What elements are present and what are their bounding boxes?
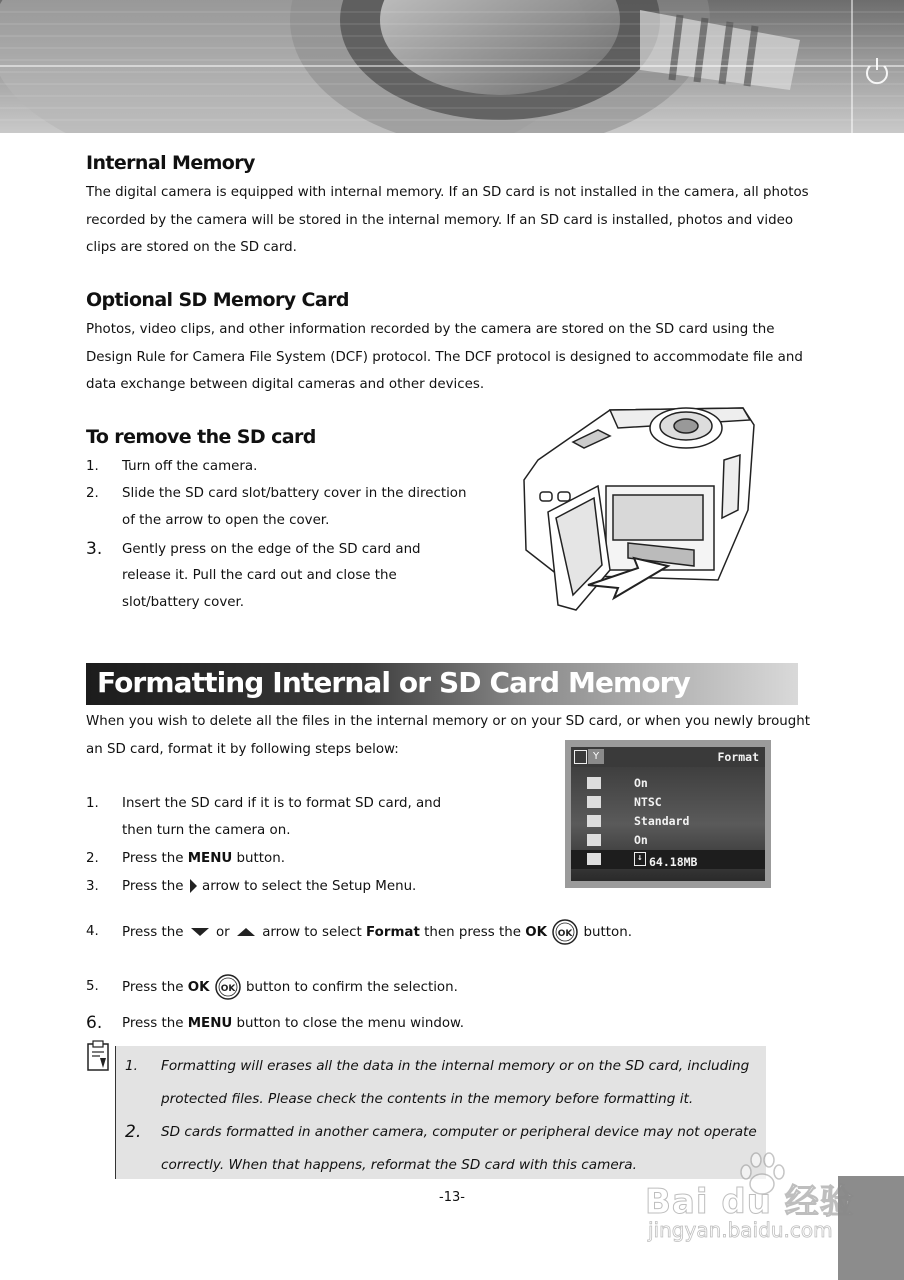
heading-internal-memory: Internal Memory: [86, 152, 255, 174]
text-run: button to close the menu window.: [232, 1016, 464, 1031]
step-text: of the arrow to open the cover.: [122, 513, 330, 528]
ok-button-icon: [214, 973, 242, 1001]
text-line: an SD card, format it by following steps below:: [86, 741, 399, 757]
right-arrow-icon: [188, 878, 198, 894]
ok-glyph-text: OK: [557, 929, 573, 939]
watermark-url: jingyan.baidu.com: [648, 1218, 833, 1242]
lcd-row-value: Standard: [634, 814, 690, 828]
heading-remove-sd: To remove the SD card: [86, 426, 316, 448]
step-text: [122, 1010, 464, 1037]
lcd-setup-menu-screenshot: [565, 740, 771, 888]
step-number: 3.: [86, 539, 103, 559]
camera-photo-banner: [0, 0, 904, 133]
lcd-row: [571, 774, 765, 793]
text-line: The digital camera is equipped with internal memory. If an SD card is not installed in the camera, all photos: [86, 185, 809, 200]
note-text: correctly. When that happens, reformat the SD card with this camera.: [161, 1157, 637, 1173]
sound-icon: [587, 777, 601, 789]
section-title: Formatting Internal or SD Card Memory: [97, 666, 690, 699]
text-run: arrow to select: [257, 925, 367, 940]
baidu-watermark: [640, 1150, 900, 1250]
power-icon: [867, 58, 887, 83]
lcd-row: [571, 812, 765, 831]
lcd-row-value: On: [634, 776, 648, 790]
text-line: When you wish to delete all the files in the internal memory or on your SD card, or when you newly brought: [86, 714, 811, 729]
step-text: [122, 918, 632, 946]
step-text: Gently press on the edge of the SD card and: [122, 542, 421, 557]
download-arrow-icon: ↓: [634, 852, 646, 866]
note-number: 1.: [125, 1058, 138, 1074]
text-run: Press the: [122, 851, 188, 866]
step-number: 2.: [86, 486, 99, 501]
ok-label: OK: [525, 925, 547, 940]
step-number: 4.: [86, 924, 99, 939]
text-line: recorded by the camera will be stored in the internal memory. If an SD card is installed, photos and video: [86, 212, 794, 228]
lcd-row-value: 64.18MB: [649, 855, 698, 869]
menu-button-label: MENU: [187, 851, 233, 866]
header-banner: [0, 0, 904, 133]
optional-sd-text: [86, 316, 821, 399]
up-arrow-icon: [234, 926, 258, 938]
camera-sd-card-illustration: [518, 400, 758, 615]
ok-glyph-text: OK: [220, 984, 236, 994]
ok-button-icon: [551, 918, 579, 946]
note-text: SD cards formatted in another camera, computer or peripheral device may not operate: [161, 1124, 757, 1140]
step-text: [122, 973, 458, 1001]
internal-memory-text: [86, 179, 821, 262]
lcd-row: [571, 831, 765, 850]
page-number: -13-: [439, 1190, 465, 1205]
lcd-row-selected: [571, 850, 765, 869]
setup-tab-icon: Y: [588, 749, 604, 764]
step-number: 5.: [86, 979, 99, 994]
step-text: Insert the SD card if it is to format SD card, and: [122, 796, 442, 811]
text-run: Press the: [122, 879, 188, 894]
text-run: or: [211, 925, 234, 940]
quick-view-icon: [587, 834, 601, 846]
text-run: button to confirm the selection.: [241, 980, 458, 995]
ok-label: OK: [187, 980, 210, 995]
text-line: clips are stored on the SD card.: [86, 240, 297, 255]
step-text: then turn the camera on.: [122, 823, 291, 838]
step-text: Turn off the camera.: [122, 459, 258, 474]
lcd-header: [571, 747, 765, 767]
step-number: 2.: [86, 851, 99, 866]
lcd-row: [571, 793, 765, 812]
step-text: release it. Pull the card out and close the: [122, 568, 397, 583]
camera-tab-icon: [574, 750, 587, 764]
text-run: Press the: [122, 980, 188, 995]
tv-out-icon: [587, 796, 601, 808]
lcd-row-value: On: [634, 833, 648, 847]
text-run: Press the: [122, 1016, 188, 1031]
step-number: 3.: [86, 879, 99, 894]
step-text: Slide the SD card slot/battery cover in the direction: [122, 486, 467, 501]
heading-optional-sd: Optional SD Memory Card: [86, 289, 349, 311]
format-icon: [587, 853, 601, 865]
note-divider: [115, 1046, 116, 1179]
folder-icon: [587, 815, 601, 827]
note-text: protected files. Please check the contents in the memory before formatting it.: [161, 1091, 694, 1107]
text-run: button.: [232, 851, 285, 866]
step-number: 1.: [86, 459, 99, 474]
text-line: Design Rule for Camera File System (DCF) protocol. The DCF protocol is designed to accommodate file and: [86, 349, 803, 365]
menu-button-label: MENU: [187, 1016, 233, 1031]
down-arrow-icon: [188, 926, 212, 938]
text-line: data exchange between digital cameras and other devices.: [86, 377, 485, 392]
step-number: 1.: [86, 796, 99, 811]
section-title-bar: [86, 663, 798, 705]
step-text: slot/battery cover.: [122, 595, 245, 610]
lcd-header-title: Format: [717, 750, 759, 764]
text-line: Photos, video clips, and other information recorded by the camera are stored on the SD card using the: [86, 322, 775, 337]
note-number: 2.: [125, 1122, 142, 1142]
text-run: then press the: [419, 925, 526, 940]
text-run: arrow to select the Setup Menu.: [197, 879, 417, 894]
lcd-row-value: NTSC: [634, 795, 662, 809]
step-number: 6.: [86, 1013, 103, 1033]
note-icon: [86, 1040, 112, 1074]
step-text: [122, 845, 285, 872]
text-run: Press the: [122, 925, 188, 940]
watermark-brand: Bai du 经验: [645, 1182, 855, 1222]
text-run: button.: [579, 925, 632, 940]
note-text: Formatting will erases all the data in the internal memory or on the SD card, including: [161, 1058, 750, 1074]
step-text: [122, 873, 416, 900]
format-label: Format: [366, 925, 420, 940]
lcd-screen: [571, 747, 765, 881]
